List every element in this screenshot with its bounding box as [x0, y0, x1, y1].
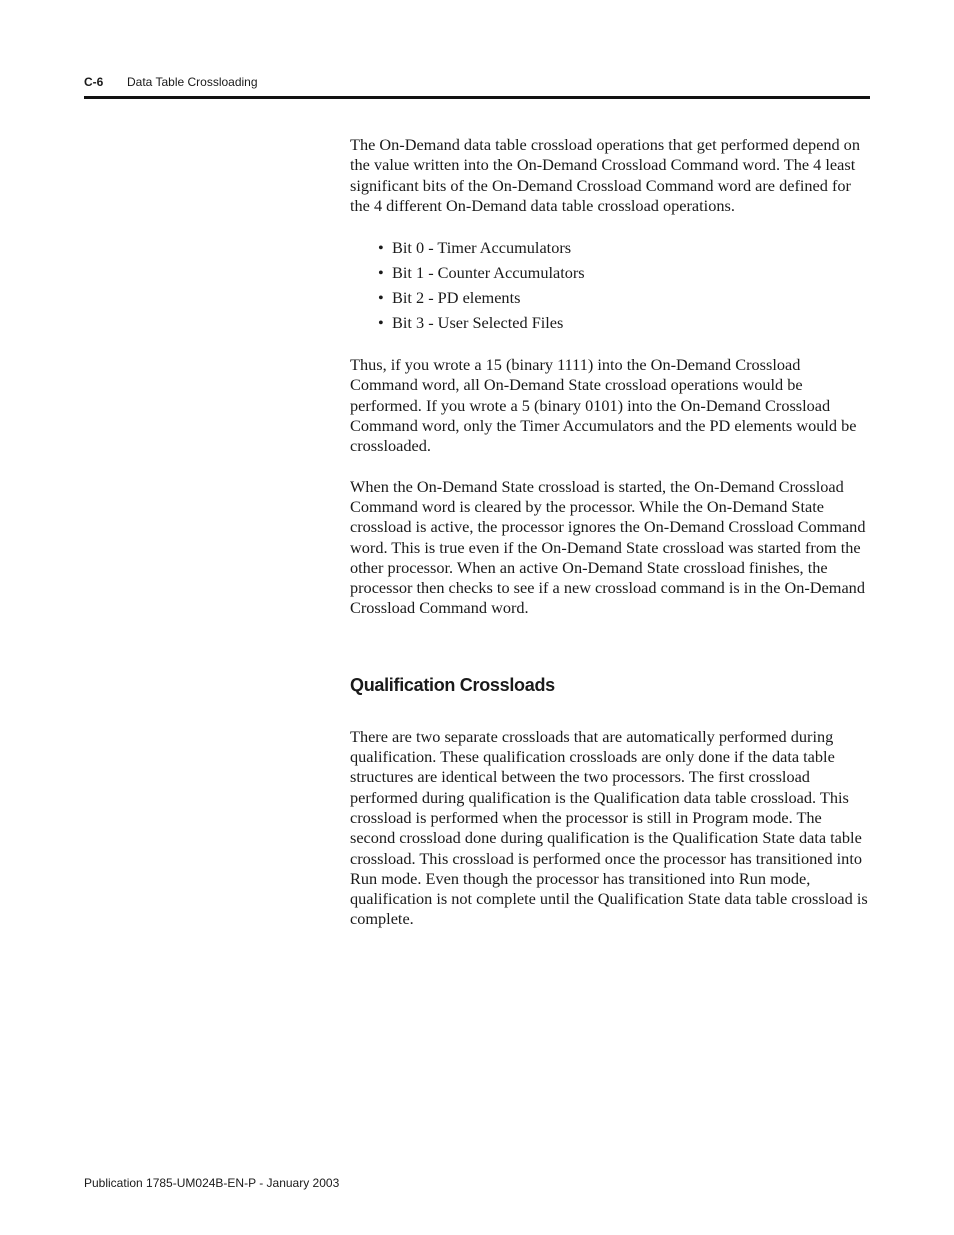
list-item [378, 235, 870, 260]
bit-list [350, 235, 870, 335]
header-rule [84, 96, 870, 99]
list-item-text: Bit 0 - Timer Accumulators [392, 238, 572, 258]
list-item-text: Bit 1 - Counter Accumulators [392, 263, 585, 283]
paragraph-example: Thus, if you wrote a 15 (binary 1111) into the On-Demand Crossload Command word, all On-Demand State crossload operations would be performed. If you wrote a 5 (binary 0101) into the On-Demand Crossload Command word, only the Timer Accumulators and the PD elements would be crossloaded. [350, 355, 857, 456]
bullet-icon: • [378, 263, 384, 283]
publication-info: Publication 1785-UM024B-EN-P - January 2003 [84, 1176, 340, 1190]
paragraph-intro: The On-Demand data table crossload operations that get performed depend on the value written into the On-Demand Crossload Command word. The 4 least significant bits of the On-Demand Crossload Command word are defined for the 4 different On-Demand data table crossload operations. [350, 135, 860, 215]
list-item-text: Bit 2 - PD elements [392, 288, 521, 308]
bullet-icon: • [378, 288, 384, 308]
page-footer [84, 1174, 339, 1192]
page-number: C-6 [84, 75, 104, 89]
paragraph-qualification: There are two separate crossloads that are automatically performed during qualification. These qualification crossloads are only done if the data table structures are identical between the two processors. The first crossload performed during qualification is the Qualification data table crossload. This crossload is performed when the processor is still in Program mode. The second crossload done during qualification is the Qualification State data table crossload. This crossload is performed once the processor has transitioned into Run mode. Even though the processor has transitioned into Run mode, qualification is not complete until the Qualification State data table crossload is complete. [350, 726, 868, 929]
list-item [378, 285, 870, 310]
main-content [350, 135, 870, 930]
paragraph-state-crossload: When the On-Demand State crossload is started, the On-Demand Crossload Command word is cleared by the processor. While the On-Demand State crossload is active, the processor ignores the On-Demand Crossload Command word. This is true even if the On-Demand State crossload was started from the other processor. When an active On-Demand State crossload finishes, the processor then checks to see if a new crossload command is in the On-Demand Crossload Command word. [350, 476, 866, 618]
list-item-text: Bit 3 - User Selected Files [392, 313, 564, 333]
page-header [84, 73, 870, 93]
bullet-icon: • [378, 313, 384, 333]
list-item [378, 260, 870, 285]
chapter-title: Data Table Crossloading [127, 75, 258, 89]
section-heading: Qualification Crossloads [350, 674, 555, 695]
list-item [378, 310, 870, 335]
bullet-icon: • [378, 238, 384, 258]
